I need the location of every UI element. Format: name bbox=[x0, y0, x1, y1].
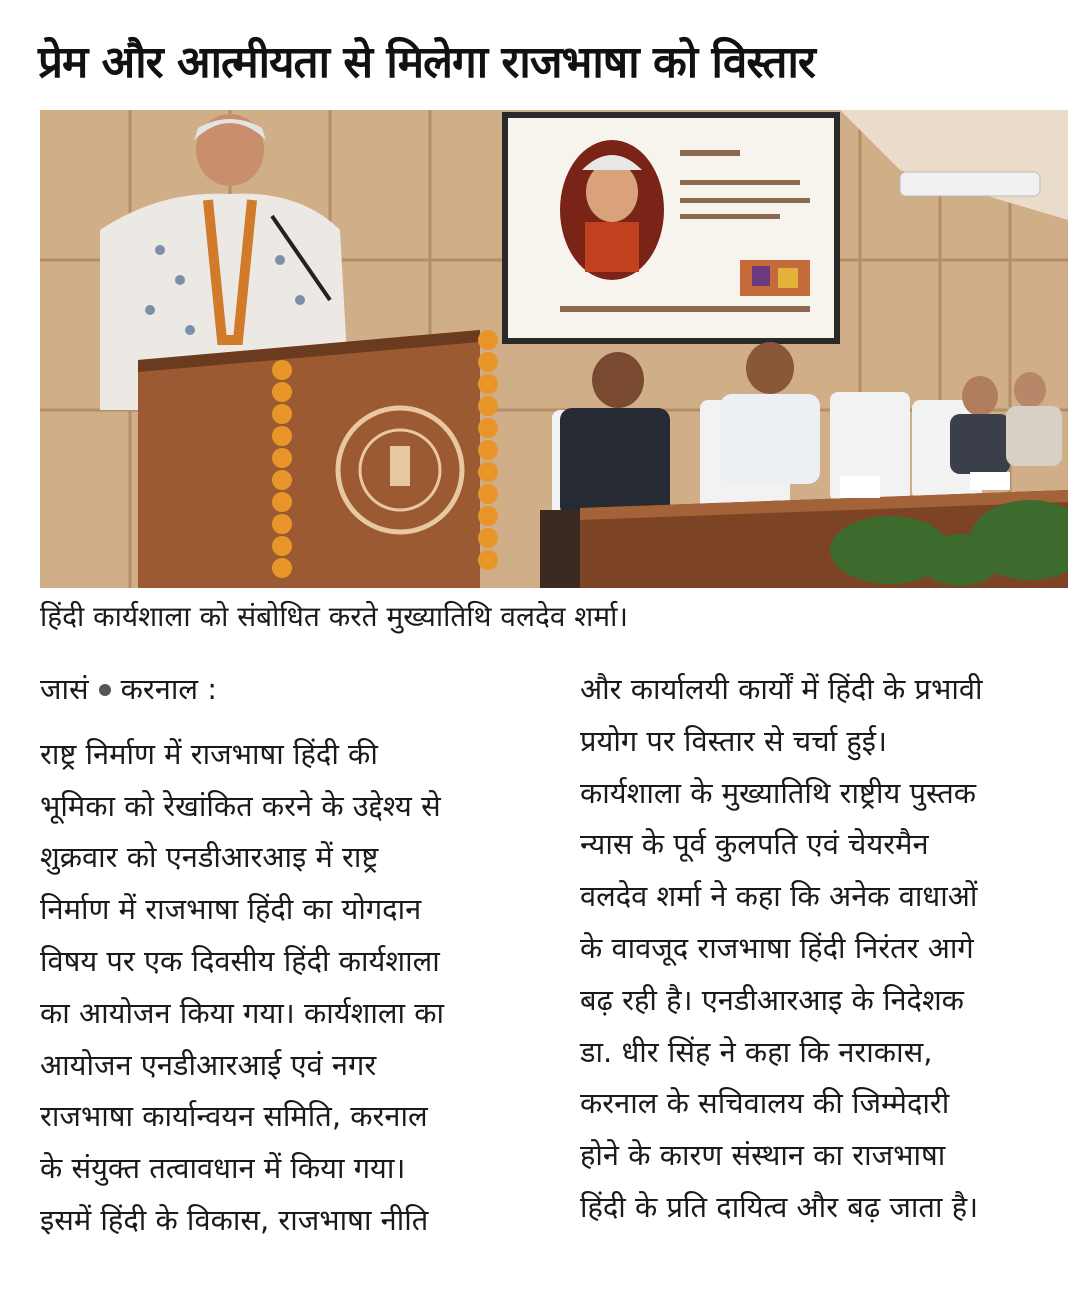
text-line: विषय पर एक दिवसीय हिंदी कार्यशाला bbox=[40, 943, 440, 978]
dateline-agency: जासं bbox=[40, 672, 89, 706]
text-line: इसमें हिंदी के विकास, राजभाषा नीति bbox=[40, 1202, 429, 1237]
dateline-place: करनाल : bbox=[120, 672, 218, 706]
event-photo-illustration bbox=[40, 110, 1068, 588]
text-line: राष्ट्र निर्माण में राजभाषा हिंदी की bbox=[40, 736, 378, 771]
text-line: के वावजूद राजभाषा हिंदी निरंतर आगे bbox=[580, 930, 974, 965]
text-line: और कार्यालयी कार्यों में हिंदी के प्रभावी bbox=[580, 672, 983, 706]
text-line: निर्माण में राजभाषा हिंदी का योगदान bbox=[40, 892, 422, 927]
article-column-right bbox=[580, 664, 1060, 1234]
text-line: कार्यशाला के मुख्यातिथि राष्ट्रीय पुस्तक bbox=[580, 775, 977, 810]
text-line: करनाल के सचिवालय की जिम्मेदारी bbox=[580, 1086, 950, 1121]
text-line: होने के कारण संस्थान का राजभाषा bbox=[580, 1138, 946, 1173]
text-line: शुक्रवार को एनडीआरआइ में राष्ट्र bbox=[40, 840, 379, 875]
text-line: भूमिका को रेखांकित करने के उद्देश्य से bbox=[40, 788, 441, 823]
photo-caption: हिंदी कार्यशाला को संबोधित करते मुख्यातिथि वलदेव शर्मा। bbox=[40, 600, 628, 633]
text-line: डा. धीर सिंह ने कहा कि नराकास, bbox=[580, 1034, 933, 1069]
news-photo bbox=[40, 110, 1068, 588]
text-line: प्रयोग पर विस्तार से चर्चा हुई। bbox=[580, 723, 887, 758]
text-line: का आयोजन किया गया। कार्यशाला का bbox=[40, 995, 445, 1030]
article-column-left bbox=[40, 664, 540, 1247]
text-line: आयोजन एनडीआरआई एवं नगर bbox=[40, 1047, 377, 1082]
text-line: न्यास के पूर्व कुलपति एवं चेयरमैन bbox=[580, 827, 929, 862]
dateline bbox=[40, 664, 540, 716]
text-line: हिंदी के प्रति दायित्व और बढ़ जाता है। bbox=[580, 1189, 979, 1224]
text-line: बढ़ रही है। एनडीआरआइ के निदेशक bbox=[580, 982, 964, 1017]
bullet-dot-icon bbox=[99, 684, 111, 696]
headline: प्रेम और आत्मीयता से मिलेगा राजभाषा को विस्तार bbox=[38, 37, 815, 88]
text-line: वलदेव शर्मा ने कहा कि अनेक वाधाओं bbox=[580, 879, 978, 914]
text-line: राजभाषा कार्यान्वयन समिति, करनाल bbox=[40, 1099, 428, 1134]
text-line: के संयुक्त तत्वावधान में किया गया। bbox=[40, 1151, 406, 1186]
